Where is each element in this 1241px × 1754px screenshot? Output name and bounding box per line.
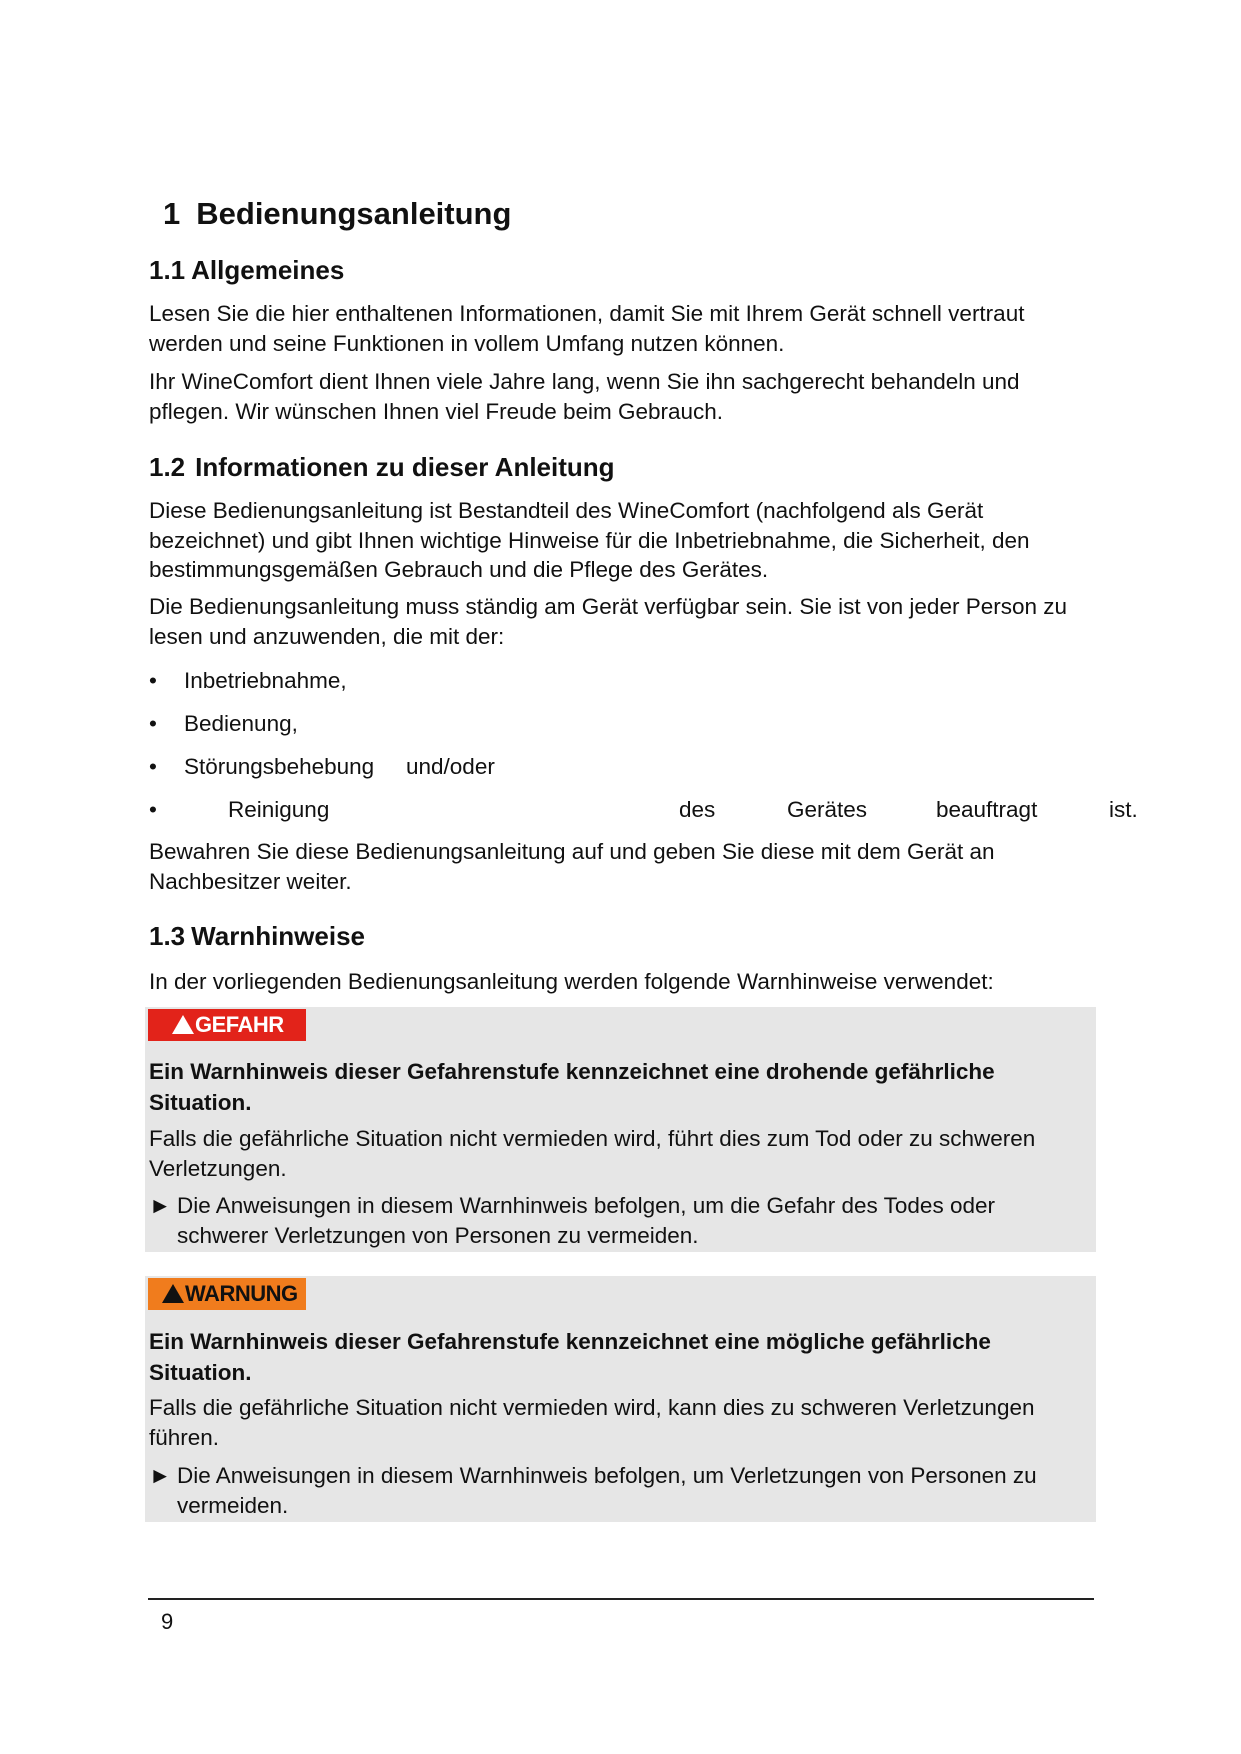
- section-heading-about: [149, 452, 615, 483]
- paragraph: Ihr WineComfort dient Ihnen viele Jahre lang, wenn Sie ihn sachgerecht behandeln und pflegen. Wir wünschen Ihnen viel Freude beim Gebrauch.: [149, 369, 1020, 424]
- section-heading-text: Allgemeines: [191, 255, 345, 285]
- notice-action-text: Die Anweisungen in diesem Warnhinweis befolgen, um die Gefahr des Todes oder schwerer Verletzungen von Personen zu vermeiden.: [177, 1193, 995, 1248]
- list-item-text: Inbetriebnahme,: [184, 668, 347, 693]
- signal-word: WARNUNG: [185, 1281, 298, 1306]
- chapter-title-text: Bedienungsanleitung: [196, 196, 512, 231]
- warning-notice-box: [145, 1276, 1096, 1522]
- notice-action: [149, 1191, 1084, 1250]
- list-word: des: [679, 797, 716, 822]
- paragraph: In der vorliegenden Bedienungsanleitung werden folgende Warnhinweise verwendet:: [149, 969, 994, 994]
- notice-title: Ein Warnhinweis dieser Gefahrenstufe kennzeichnet eine mögliche gefährliche Situation.: [149, 1329, 991, 1385]
- paragraph: Bewahren Sie diese Bedienungsanleitung auf und geben Sie diese mit dem Gerät an Nachbesitzer weiter.: [149, 839, 995, 894]
- notice-action-text: Die Anweisungen in diesem Warnhinweis befolgen, um Verletzungen von Personen zu vermeiden.: [177, 1463, 1037, 1518]
- page-number: 9: [161, 1609, 174, 1634]
- section-heading-general: [149, 255, 344, 286]
- notice-text: Falls die gefährliche Situation nicht vermieden wird, kann dies zu schweren Verletzungen führen.: [149, 1395, 1035, 1450]
- section-number: 1.1: [149, 255, 186, 285]
- signal-word: GEFAHR: [195, 1012, 284, 1037]
- list-word: Reinigung: [228, 797, 330, 822]
- action-arrow-icon: ►: [149, 1193, 172, 1218]
- section-heading-warnings: [149, 921, 365, 952]
- list-item-text: Bedienung,: [184, 711, 298, 736]
- paragraph: Diese Bedienungsanleitung ist Bestandteil des WineComfort (nachfolgend als Gerät bezeichnet) und gibt Ihnen wichtige Hinweise für die Inbetriebnahme, die Sicherheit, den bestimmungsgemäßen Gebrauch und die Pflege des Gerätes.: [149, 498, 1030, 582]
- warning-signal-label: [148, 1278, 306, 1310]
- warning-triangle-icon: [162, 1284, 184, 1303]
- paragraph: Lesen Sie die hier enthaltenen Informationen, damit Sie mit Ihrem Gerät schnell vertraut werden und seine Funktionen in vollem Umfang nutzen können.: [149, 301, 1025, 356]
- warning-triangle-icon: [172, 1015, 194, 1034]
- danger-signal-label: [148, 1009, 306, 1041]
- footer-divider: [148, 1598, 1094, 1600]
- bullet-dot: •: [149, 754, 157, 779]
- notice-text: Falls die gefährliche Situation nicht vermieden wird, führt dies zum Tod oder zu schweren Verletzungen.: [149, 1126, 1036, 1181]
- bullet-dot: •: [149, 797, 157, 822]
- notice-title: Ein Warnhinweis dieser Gefahrenstufe kennzeichnet eine drohende gefährliche Situation.: [149, 1059, 995, 1115]
- section-number: 1.2: [149, 452, 186, 482]
- list-word: beauftragt: [936, 797, 1038, 822]
- list-word: Gerätes: [787, 797, 868, 822]
- section-heading-text: Warnhinweise: [191, 921, 366, 951]
- list-item-text: Störungsbehebung: [184, 754, 375, 779]
- notice-action: [149, 1461, 1084, 1520]
- bullet-dot: •: [149, 668, 157, 693]
- chapter-number: 1: [163, 196, 181, 231]
- list-item-suffix: und/oder: [406, 754, 495, 779]
- chapter-title: [163, 196, 511, 232]
- section-number: 1.3: [149, 921, 186, 951]
- section-heading-text: Informationen zu dieser Anleitung: [195, 452, 615, 482]
- action-arrow-icon: ►: [149, 1463, 172, 1488]
- list-word: ist.: [1109, 797, 1138, 822]
- danger-notice-box: [145, 1007, 1096, 1252]
- bullet-dot: •: [149, 711, 157, 736]
- paragraph: Die Bedienungsanleitung muss ständig am Gerät verfügbar sein. Sie ist von jeder Person zu lesen und anzuwenden, die mit der:: [149, 594, 1068, 649]
